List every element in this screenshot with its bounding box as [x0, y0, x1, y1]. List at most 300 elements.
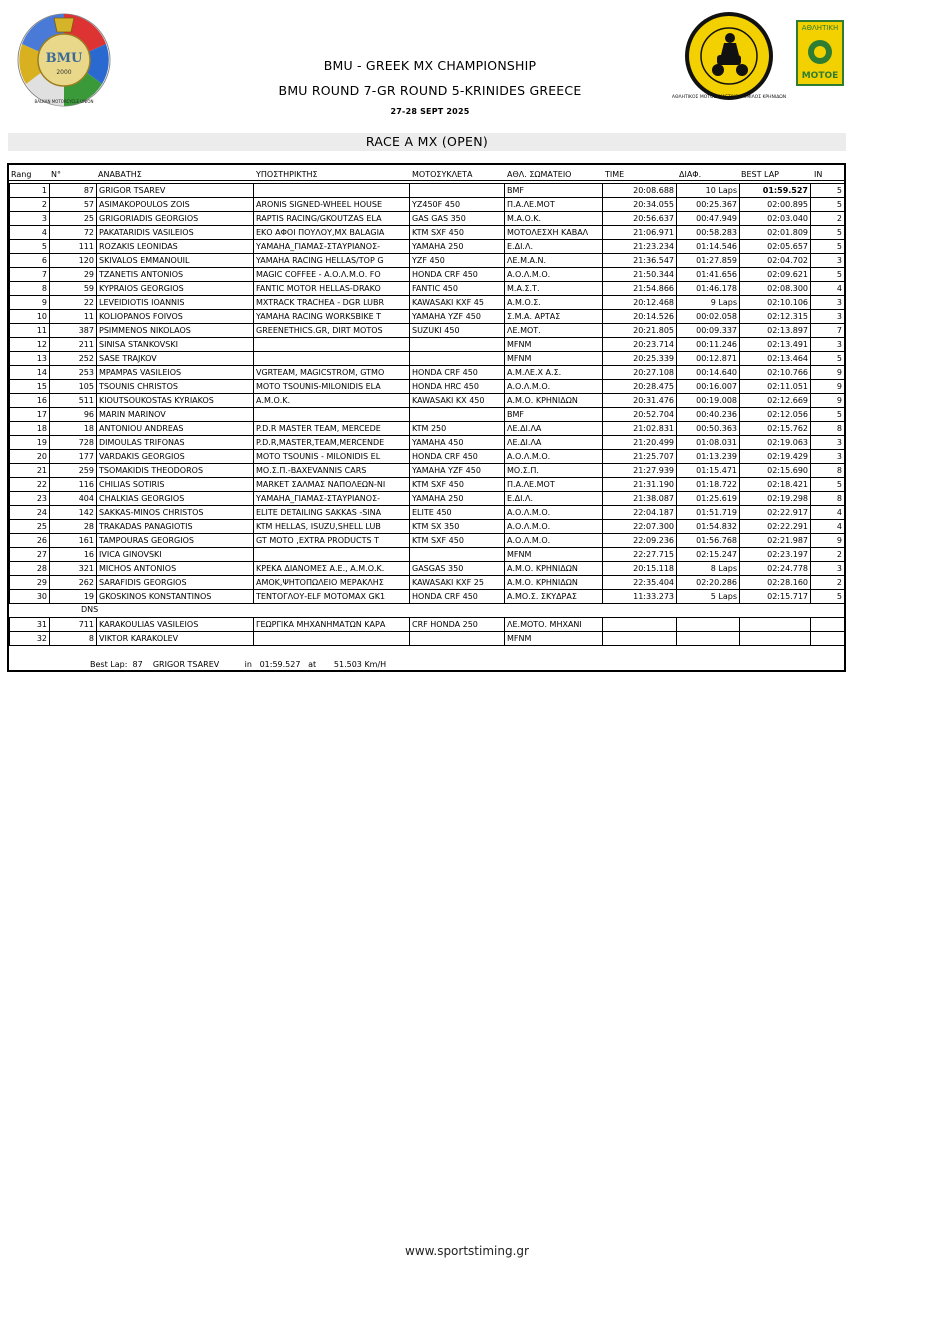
diff-cell: 01:25.619: [677, 492, 740, 506]
bike-cell: HONDA CRF 450: [410, 366, 505, 380]
in-cell: 9: [811, 380, 845, 394]
in-cell: 8: [811, 422, 845, 436]
bike-cell: YZ450F 450: [410, 198, 505, 212]
rider-cell: VIKTOR KARAKOLEV: [97, 632, 254, 646]
result-row: [10, 198, 845, 212]
number-cell: 72: [50, 226, 97, 240]
rider-cell: ROZAKIS LEONIDAS: [97, 240, 254, 254]
rider-cell: GRIGORIADIS GEORGIOS: [97, 212, 254, 226]
time-cell: 21:38.087: [603, 492, 677, 506]
rank-cell: 13: [10, 352, 50, 366]
sponsor-cell: MOTO TSOUNIS-MILONIDIS ELA: [254, 380, 410, 394]
bike-cell: KTM 250: [410, 422, 505, 436]
rank-cell: 4: [10, 226, 50, 240]
club-cell: Α.ΜΟ.Σ. ΣΚΥΔΡΑΣ: [505, 590, 603, 604]
col-rider: ΑΝΑΒΑΤΗΣ: [98, 170, 142, 179]
sponsor-cell: [254, 352, 410, 366]
rank-cell: 11: [10, 324, 50, 338]
diff-cell: 00:40.236: [677, 408, 740, 422]
number-cell: 321: [50, 562, 97, 576]
club-cell: Ε.ΔΙ.Λ.: [505, 492, 603, 506]
rider-cell: SKIVALOS EMMANOUIL: [97, 254, 254, 268]
in-cell: 5: [811, 352, 845, 366]
best-lap-cell: 02:12.056: [740, 408, 811, 422]
number-cell: 262: [50, 576, 97, 590]
diff-cell: 01:54.832: [677, 520, 740, 534]
in-cell: 2: [811, 548, 845, 562]
result-row: [10, 282, 845, 296]
sponsor-cell: ΥΑΜΑΗΑ_ΓΙΑΜΑΣ-ΣΤΑΥΡΙΑΝΟΣ-: [254, 492, 410, 506]
best-lap-cell: 02:09.621: [740, 268, 811, 282]
club-cell: Σ.Μ.Α. ΑΡΤΑΣ: [505, 310, 603, 324]
sponsor-cell: KTM HELLAS, ISUZU,SHELL LUB: [254, 520, 410, 534]
result-row: [10, 534, 845, 548]
number-cell: 161: [50, 534, 97, 548]
diff-cell: 10 Laps: [677, 184, 740, 198]
rider-cell: DIMOULAS TRIFONAS: [97, 436, 254, 450]
best-lap-cell: 02:00.895: [740, 198, 811, 212]
result-row: [10, 212, 845, 226]
in-cell: 5: [811, 268, 845, 282]
time-cell: 22:07.300: [603, 520, 677, 534]
rank-cell: 32: [10, 632, 50, 646]
rider-cell: GRIGOR TSAREV: [97, 184, 254, 198]
best-lap-cell: [740, 632, 811, 646]
sponsor-cell: YAMAHA RACING WORKSBIKE T: [254, 310, 410, 324]
result-row: [10, 576, 845, 590]
time-cell: 22:09.236: [603, 534, 677, 548]
in-cell: 3: [811, 296, 845, 310]
club-cell: Π.Α.ΛΕ.ΜΟΤ: [505, 198, 603, 212]
club-cell: Π.Α.ΛΕ.ΜΟΤ: [505, 478, 603, 492]
svg-text:BALKAN MOTORCYCLE UNION: BALKAN MOTORCYCLE UNION: [34, 99, 94, 104]
rank-cell: 16: [10, 394, 50, 408]
sponsor-cell: GT MOTO ,EXTRA PRODUCTS T: [254, 534, 410, 548]
club-cell: ΛΕ.ΜΟΤ.: [505, 324, 603, 338]
diff-cell: 01:08.031: [677, 436, 740, 450]
number-cell: 116: [50, 478, 97, 492]
time-cell: 11:33.273: [603, 590, 677, 604]
club-cell: MFNM: [505, 338, 603, 352]
diff-cell: 5 Laps: [677, 590, 740, 604]
bike-cell: [410, 408, 505, 422]
number-cell: 111: [50, 240, 97, 254]
svg-text:ΑΘΛΗΤΙΚΗ: ΑΘΛΗΤΙΚΗ: [801, 24, 839, 32]
number-cell: 29: [50, 268, 97, 282]
diff-cell: 00:25.367: [677, 198, 740, 212]
rider-cell: KOLIOPANOS FOIVOS: [97, 310, 254, 324]
rank-cell: 22: [10, 478, 50, 492]
in-cell: 9: [811, 394, 845, 408]
number-cell: 711: [50, 618, 97, 632]
bike-cell: KTM SXF 450: [410, 478, 505, 492]
in-cell: 5: [811, 590, 845, 604]
club-cell: Μ.Α.Σ.Τ.: [505, 282, 603, 296]
sponsor-cell: MXTRACK TRACHEA - DGR LUBR: [254, 296, 410, 310]
number-cell: 177: [50, 450, 97, 464]
in-cell: 2: [811, 576, 845, 590]
bike-cell: YAMAHA 450: [410, 436, 505, 450]
sponsor-cell: Α.Μ.Ο.Κ.: [254, 394, 410, 408]
time-cell: 20:31.476: [603, 394, 677, 408]
sponsor-cell: [254, 184, 410, 198]
number-cell: 211: [50, 338, 97, 352]
diff-cell: [677, 632, 740, 646]
rider-cell: KIOUTSOUKOSTAS KYRIAKOS: [97, 394, 254, 408]
sponsor-cell: MARKET ΣΑΛΜΑΣ ΝΑΠΟΛΕΩΝ-ΝΙ: [254, 478, 410, 492]
results-table: [9, 183, 845, 604]
bike-cell: KAWASAKI KXF 25: [410, 576, 505, 590]
rank-cell: 19: [10, 436, 50, 450]
rank-cell: 3: [10, 212, 50, 226]
col-best-lap: BEST LAP: [741, 170, 779, 179]
bike-cell: YAMAHA YZF 450: [410, 464, 505, 478]
race-title: RACE A MX (OPEN): [8, 133, 846, 151]
sponsor-cell: YAMAHA RACING HELLAS/TOP G: [254, 254, 410, 268]
rank-cell: 30: [10, 590, 50, 604]
best-lap-cell: 02:22.291: [740, 520, 811, 534]
time-cell: [603, 618, 677, 632]
best-lap-cell: 02:23.197: [740, 548, 811, 562]
time-cell: 20:56.637: [603, 212, 677, 226]
number-cell: 511: [50, 394, 97, 408]
bike-cell: HONDA HRC 450: [410, 380, 505, 394]
result-row: [10, 240, 845, 254]
col-in: IN: [814, 170, 823, 179]
bike-cell: [410, 338, 505, 352]
club-cell: ΛΕ.Μ.Α.Ν.: [505, 254, 603, 268]
col-rang: Rang: [11, 170, 32, 179]
best-lap-cell: 02:13.491: [740, 338, 811, 352]
time-cell: 21:27.939: [603, 464, 677, 478]
sponsor-cell: ELITE DETAILING SAKKAS -SINA: [254, 506, 410, 520]
result-row: [10, 478, 845, 492]
bike-cell: FANTIC 450: [410, 282, 505, 296]
best-lap-cell: 02:21.987: [740, 534, 811, 548]
rider-cell: MICHOS ANTONIOS: [97, 562, 254, 576]
in-cell: 7: [811, 324, 845, 338]
sponsor-cell: ΑΜΟΚ,ΨΗΤΟΠΩΛΕΙΟ ΜΕΡΑΚΛΗΣ: [254, 576, 410, 590]
in-cell: 3: [811, 310, 845, 324]
best-lap-cell: 02:11.051: [740, 380, 811, 394]
sponsor-cell: [254, 338, 410, 352]
time-cell: 20:28.475: [603, 380, 677, 394]
diff-cell: 00:02.058: [677, 310, 740, 324]
best-lap-cell: 02:10.106: [740, 296, 811, 310]
rider-cell: CHALKIAS GEORGIOS: [97, 492, 254, 506]
number-cell: 25: [50, 212, 97, 226]
in-cell: 5: [811, 226, 845, 240]
best-lap-cell: 02:12.315: [740, 310, 811, 324]
result-row: [10, 226, 845, 240]
dns-label: DNS: [81, 605, 99, 614]
col-bike: ΜΟΤΟΣΥΚΛΕΤΑ: [412, 170, 473, 179]
in-cell: 4: [811, 282, 845, 296]
rider-cell: KYPRAIOS GEORGIOS: [97, 282, 254, 296]
diff-cell: 01:13.239: [677, 450, 740, 464]
rank-cell: 20: [10, 450, 50, 464]
number-cell: 28: [50, 520, 97, 534]
dns-row: [10, 618, 845, 632]
club-cell: Α.Μ.Ο.Σ.: [505, 296, 603, 310]
rider-cell: TAMPOURAS GEORGIOS: [97, 534, 254, 548]
sponsor-cell: GREENETHICS.GR, DIRT MOTOS: [254, 324, 410, 338]
rider-cell: ASIMAKOPOULOS ZOIS: [97, 198, 254, 212]
rank-cell: 2: [10, 198, 50, 212]
bike-cell: ELITE 450: [410, 506, 505, 520]
club-cell: BMF: [505, 184, 603, 198]
diff-cell: 00:47.949: [677, 212, 740, 226]
best-lap-cell: 02:13.897: [740, 324, 811, 338]
best-lap-cell: 02:19.063: [740, 436, 811, 450]
in-cell: 5: [811, 408, 845, 422]
best-lap-cell: [740, 618, 811, 632]
number-cell: 387: [50, 324, 97, 338]
rank-cell: 17: [10, 408, 50, 422]
result-row: [10, 366, 845, 380]
in-cell: 5: [811, 184, 845, 198]
rank-cell: 28: [10, 562, 50, 576]
sponsor-cell: [254, 408, 410, 422]
club-cell: ΜΟ.Σ.Π.: [505, 464, 603, 478]
time-cell: 22:27.715: [603, 548, 677, 562]
diff-cell: 00:58.283: [677, 226, 740, 240]
number-cell: 22: [50, 296, 97, 310]
club-cell: Α.Μ.Ο. ΚΡΗΝΙΔΩΝ: [505, 562, 603, 576]
result-row: [10, 324, 845, 338]
club-cell: Α.Μ.ΛΕ.Χ Α.Σ.: [505, 366, 603, 380]
sponsor-cell: [254, 548, 410, 562]
result-row: [10, 562, 845, 576]
rank-cell: 9: [10, 296, 50, 310]
result-row: [10, 254, 845, 268]
rank-cell: 29: [10, 576, 50, 590]
rider-cell: CHILIAS SOTIRIS: [97, 478, 254, 492]
sponsor-cell: MOTO TSOUNIS - MILONIDIS EL: [254, 450, 410, 464]
best-lap-cell: 02:05.657: [740, 240, 811, 254]
bike-cell: KTM SXF 450: [410, 534, 505, 548]
time-cell: 21:36.547: [603, 254, 677, 268]
best-lap-cell: 02:13.464: [740, 352, 811, 366]
diff-cell: 8 Laps: [677, 562, 740, 576]
best-lap-summary: Best Lap: 87 GRIGOR TSAREV in 01:59.527 at 51.503 Km/H: [90, 660, 387, 669]
club-cell: Ε.ΔΙ.Λ.: [505, 240, 603, 254]
bike-cell: [410, 548, 505, 562]
result-row: [10, 394, 845, 408]
rank-cell: 18: [10, 422, 50, 436]
sponsor-cell: P.D.R MASTER TEAM, MERCEDE: [254, 422, 410, 436]
rank-cell: 21: [10, 464, 50, 478]
rank-cell: 12: [10, 338, 50, 352]
bike-cell: GASGAS 350: [410, 562, 505, 576]
rider-cell: ANTONIOU ANDREAS: [97, 422, 254, 436]
club-cell: Α.Ο.Λ.Μ.Ο.: [505, 450, 603, 464]
footer-website: www.sportstiming.gr: [405, 1244, 529, 1258]
best-lap-cell: 01:59.527: [740, 184, 811, 198]
sponsor-cell: ΚΡΕΚΑ ΔΙΑΝΟΜΕΣ Α.Ε., Α.Μ.Ο.Κ.: [254, 562, 410, 576]
bike-cell: KTM SX 350: [410, 520, 505, 534]
in-cell: 3: [811, 338, 845, 352]
time-cell: 20:15.118: [603, 562, 677, 576]
sponsor-cell: FANTIC MOTOR HELLAS-DRAKO: [254, 282, 410, 296]
best-lap-cell: 02:10.766: [740, 366, 811, 380]
best-lap-cell: 02:15.762: [740, 422, 811, 436]
col-sponsor: ΥΠΟΣΤΗΡΙΚΤΗΣ: [256, 170, 318, 179]
best-lap-cell: 02:15.717: [740, 590, 811, 604]
club-cell: Μ.Α.Ο.Κ.: [505, 212, 603, 226]
time-cell: 21:25.707: [603, 450, 677, 464]
svg-text:ΑΘΛΗΤΙΚΟΣ ΜΟΤΟΣΥΚΛΕΤΙΚΟΣ ΟΜΙΛΟ: ΑΘΛΗΤΙΚΟΣ ΜΟΤΟΣΥΚΛΕΤΙΚΟΣ ΟΜΙΛΟΣ ΚΡΗΝΙΔΩΝ: [671, 95, 787, 100]
result-row: [10, 548, 845, 562]
rider-cell: VARDAKIS GEORGIOS: [97, 450, 254, 464]
time-cell: 20:23.714: [603, 338, 677, 352]
club-cell: ΛΕ.ΜΟΤΟ. ΜΗΧΑΝΙ: [505, 618, 603, 632]
rank-cell: 14: [10, 366, 50, 380]
result-row: [10, 464, 845, 478]
svg-text:2000: 2000: [56, 69, 72, 76]
event-date: 27-28 SEPT 2025: [390, 107, 470, 116]
diff-cell: 01:56.768: [677, 534, 740, 548]
in-cell: 3: [811, 436, 845, 450]
bike-cell: YZF 450: [410, 254, 505, 268]
time-cell: 21:50.344: [603, 268, 677, 282]
dns-table: [9, 617, 845, 646]
time-cell: 21:06.971: [603, 226, 677, 240]
bike-cell: [410, 632, 505, 646]
sponsor-cell: ARONIS SIGNED-WHEEL HOUSE: [254, 198, 410, 212]
rider-cell: SAKKAS-MINOS CHRISTOS: [97, 506, 254, 520]
club-cell: Α.Ο.Λ.Μ.Ο.: [505, 520, 603, 534]
result-row: [10, 492, 845, 506]
time-cell: 20:25.339: [603, 352, 677, 366]
time-cell: 20:34.055: [603, 198, 677, 212]
bike-cell: YAMAHA 250: [410, 240, 505, 254]
bike-cell: KAWASAKI KXF 45: [410, 296, 505, 310]
in-cell: 9: [811, 534, 845, 548]
number-cell: 16: [50, 548, 97, 562]
col-diff: ΔΙΑΦ.: [679, 170, 702, 179]
in-cell: 3: [811, 254, 845, 268]
diff-cell: 01:46.178: [677, 282, 740, 296]
sponsor-cell: MAGIC COFFEE - Α.Ο.Λ.Μ.Ο. FO: [254, 268, 410, 282]
time-cell: 20:52.704: [603, 408, 677, 422]
rank-cell: 15: [10, 380, 50, 394]
club-cell: MFNM: [505, 352, 603, 366]
result-row: [10, 268, 845, 282]
rider-cell: PAKATARIDIS VASILEIOS: [97, 226, 254, 240]
rider-cell: TZANETIS ANTONIOS: [97, 268, 254, 282]
dns-divider: [9, 603, 844, 618]
rider-cell: LEVEIDIOTIS IOANNIS: [97, 296, 254, 310]
number-cell: 105: [50, 380, 97, 394]
time-cell: 21:31.190: [603, 478, 677, 492]
bike-cell: SUZUKI 450: [410, 324, 505, 338]
rank-cell: 5: [10, 240, 50, 254]
rider-cell: TSOUNIS CHRISTOS: [97, 380, 254, 394]
diff-cell: 00:11.246: [677, 338, 740, 352]
in-cell: 9: [811, 366, 845, 380]
time-cell: 22:04.187: [603, 506, 677, 520]
number-cell: 252: [50, 352, 97, 366]
svg-text:BMU: BMU: [45, 51, 83, 66]
time-cell: 20:12.468: [603, 296, 677, 310]
best-lap-cell: 02:22.917: [740, 506, 811, 520]
in-cell: 4: [811, 520, 845, 534]
diff-cell: 01:41.656: [677, 268, 740, 282]
in-cell: 5: [811, 478, 845, 492]
number-cell: 404: [50, 492, 97, 506]
result-row: [10, 310, 845, 324]
best-lap-cell: 02:24.778: [740, 562, 811, 576]
result-row: [10, 450, 845, 464]
col-club: ΑΘΛ. ΣΩΜΑΤΕΙΟ: [507, 170, 572, 179]
in-cell: 2: [811, 212, 845, 226]
club-cell: Α.Μ.Ο. ΚΡΗΝΙΔΩΝ: [505, 394, 603, 408]
time-cell: 20:14.526: [603, 310, 677, 324]
rider-cell: SARAFIDIS GEORGIOS: [97, 576, 254, 590]
rank-cell: 23: [10, 492, 50, 506]
diff-cell: 01:51.719: [677, 506, 740, 520]
result-row: [10, 436, 845, 450]
result-row: [10, 422, 845, 436]
rank-cell: 31: [10, 618, 50, 632]
best-lap-cell: 02:19.429: [740, 450, 811, 464]
number-cell: 8: [50, 632, 97, 646]
time-cell: 22:35.404: [603, 576, 677, 590]
number-cell: 728: [50, 436, 97, 450]
sponsor-cell: RAPTIS RACING/GKOUTZAS ELA: [254, 212, 410, 226]
number-cell: 59: [50, 282, 97, 296]
in-cell: 5: [811, 198, 845, 212]
bike-cell: GAS GAS 350: [410, 212, 505, 226]
time-cell: 21:54.866: [603, 282, 677, 296]
svg-text:ΜΟΤΟΕ: ΜΟΤΟΕ: [801, 71, 839, 81]
result-row: [10, 380, 845, 394]
best-lap-cell: 02:03.040: [740, 212, 811, 226]
club-cell: Α.Μ.Ο. ΚΡΗΝΙΔΩΝ: [505, 576, 603, 590]
time-cell: 20:27.108: [603, 366, 677, 380]
rider-cell: SINISA STANKOVSKI: [97, 338, 254, 352]
in-cell: 8: [811, 492, 845, 506]
diff-cell: 01:15.471: [677, 464, 740, 478]
rider-cell: IVICA GINOVSKI: [97, 548, 254, 562]
bike-cell: [410, 352, 505, 366]
diff-cell: 00:50.363: [677, 422, 740, 436]
rank-cell: 24: [10, 506, 50, 520]
col-time: TIME: [605, 170, 625, 179]
best-lap-cell: 02:12.669: [740, 394, 811, 408]
in-cell: [811, 618, 845, 632]
in-cell: [811, 632, 845, 646]
rider-cell: MPAMPAS VASILEIOS: [97, 366, 254, 380]
time-cell: 21:23.234: [603, 240, 677, 254]
in-cell: 8: [811, 464, 845, 478]
rider-cell: KARAKOULIAS VASILEIOS: [97, 618, 254, 632]
club-cell: ΛΕ.ΔΙ.ΛΑ: [505, 422, 603, 436]
result-row: [10, 338, 845, 352]
number-cell: 120: [50, 254, 97, 268]
in-cell: 3: [811, 562, 845, 576]
club-cell: ΜΟΤΟΛΕΣΧΗ ΚΑΒΑΛ: [505, 226, 603, 240]
header-divider: [9, 180, 844, 181]
diff-cell: 01:18.722: [677, 478, 740, 492]
motoe-logo: [796, 20, 844, 86]
time-cell: [603, 632, 677, 646]
result-row: [10, 506, 845, 520]
dns-row: [10, 632, 845, 646]
club-cell: BMF: [505, 408, 603, 422]
diff-cell: 02:20.286: [677, 576, 740, 590]
